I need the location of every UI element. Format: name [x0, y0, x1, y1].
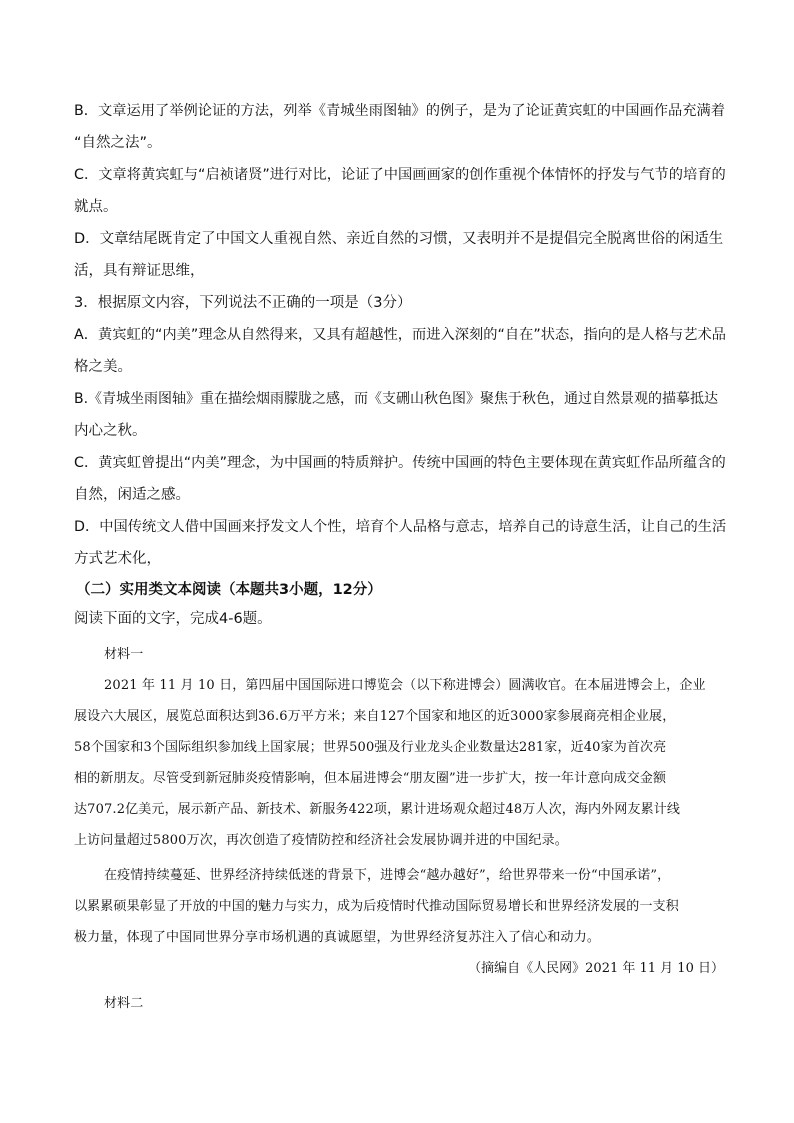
material-2-label: 材料二 — [104, 996, 144, 1011]
material-1-para-1-line-1: 2021 年 11 月 10 日，第四届中国国际进口博览会（以下称进博会）圆满收官。在本届进博会上，企业 — [104, 678, 706, 693]
q3-option-b-line-2: 内心之秋。 — [74, 423, 147, 439]
q3-option-d-line-1: D．中国传统文人借中国画来抒发文人个性，培育个人品格与意志，培养自己的诗意生活，让自己的生活 — [74, 519, 727, 535]
material-1-para-2-line-3: 极力量，体现了中国同世界分享市场机遇的真诚愿望，为世界经济复苏注入了信心和动力。 — [74, 930, 601, 945]
q3-option-a-line-2: 格之美。 — [74, 359, 132, 375]
q3-option-a-line-1: A．黄宾虹的“内美”理念从自然得来，又具有超越性，而进入深刻的“自在”状态，指向的是人格与艺术品 — [74, 327, 727, 343]
material-1-para-1-line-3: 58个国家和3个国际组织参加线上国家展；世界500强及行业龙头企业数量达281家，近40家为首次亮 — [74, 740, 667, 755]
option-d-line-2: 活，具有辩证思维， — [74, 263, 205, 279]
q3-option-c-line-1: C．黄宾虹曾提出“内美”理念，为中国画的特质辩护。传统中国画的特色主要体现在黄宾虹作品所蕴含的 — [74, 455, 726, 471]
section-2-heading: （二）实用类文本阅读（本题共3小题，12分） — [76, 582, 382, 598]
option-b-line-2: “自然之法”。 — [74, 135, 162, 151]
material-1-label: 材料一 — [104, 647, 144, 662]
option-b-line-1: B．文章运用了举例论证的方法，列举《青城坐雨图轴》的例子，是为了论证黄宾虹的中国画作品充满着 — [74, 103, 726, 119]
q3-option-c-line-2: 自然，闲适之感。 — [74, 487, 190, 503]
material-1-para-1-line-5: 达707.2亿美元，展示新产品、新技术、新服务422项，累计进场观众超过48万人次，海内外网友累计线 — [74, 802, 681, 817]
material-1-para-1-line-6: 上访问量超过5800万次，再次创造了疫情防控和经济社会发展协调并进的中国纪录。 — [74, 833, 568, 848]
section-2-instructions: 阅读下面的文字，完成4-6题。 — [74, 611, 272, 627]
option-c-line-2: 就点。 — [74, 199, 118, 215]
material-1-source: （摘编自《人民网》2021 年 11 月 10 日） — [468, 961, 724, 976]
option-d-line-1: D．文章结尾既肯定了中国文人重视自然、亲近自然的习惯，又表明并不是提倡完全脱离世俗的闲适生 — [74, 231, 724, 247]
material-1-para-2-line-1: 在疫情持续蔓延、世界经济持续低迷的背景下，进博会“越办越好”，给世界带来一份“中国承诺”， — [104, 868, 671, 883]
question-3-stem: 3．根据原文内容，下列说法不正确的一项是（3分） — [74, 295, 412, 311]
q3-option-b-line-1: B.《青城坐雨图轴》重在描绘烟雨朦胧之感，而《支硎山秋色图》聚焦于秋色，通过自然景观的描摹抵达 — [74, 391, 719, 407]
q3-option-d-line-2: 方式艺术化， — [74, 551, 161, 567]
option-c-line-1: C．文章将黄宾虹与“启祯诸贤”进行对比，论证了中国画画家的创作重视个体情怀的抒发与气节的培育的 — [74, 167, 726, 183]
material-1-para-2-line-2: 以累累硕果彰显了开放的中国的魅力与实力，成为后疫情时代推动国际贸易增长和世界经济发展的一支积 — [74, 899, 679, 914]
material-1-para-1-line-2: 展设六大展区，展览总面积达到36.6万平方米；来自127个国家和地区的近3000家参展商亮相企业展， — [74, 709, 676, 724]
material-1-para-1-line-4: 相的新朋友。尽管受到新冠肺炎疫情影响，但本届进博会“朋友圈”进一步扩大，按一年计意向成交金额 — [74, 771, 667, 786]
